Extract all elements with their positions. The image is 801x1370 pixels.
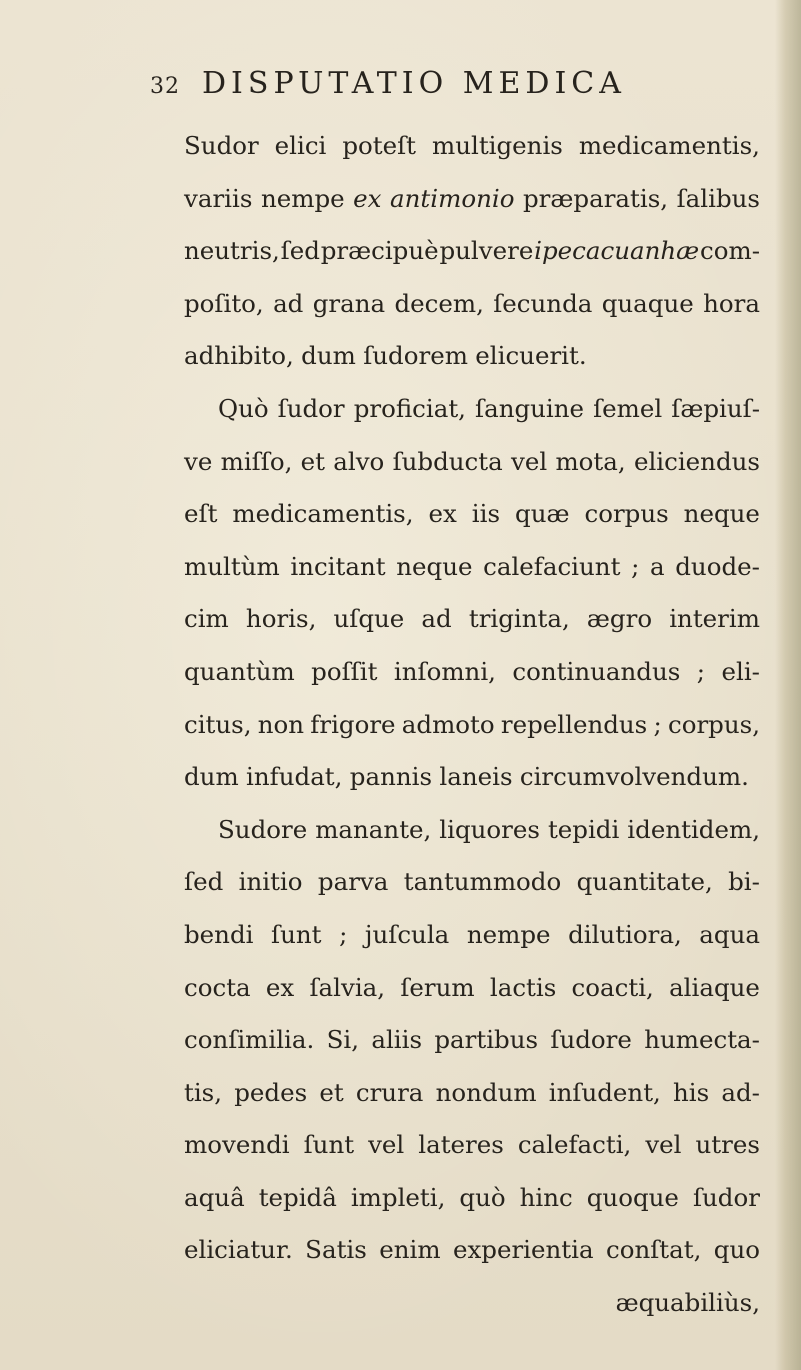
word: uſque <box>333 604 405 634</box>
word: calefaciunt <box>483 551 621 581</box>
word: neque <box>396 551 473 581</box>
word: inſudent, <box>548 1077 661 1107</box>
word: pannis <box>349 762 433 792</box>
text-line <box>184 173 760 226</box>
word: lateres <box>418 1130 504 1160</box>
word: Satis <box>305 1235 367 1265</box>
word: corpus <box>584 499 669 529</box>
body-text <box>184 120 760 1330</box>
word: variis <box>184 183 253 213</box>
word: nondum <box>435 1077 537 1107</box>
word: neutris, <box>184 236 280 266</box>
text-line <box>184 383 760 436</box>
word: enim <box>379 1235 441 1265</box>
word: ſunt <box>271 919 322 949</box>
word: ſudore <box>550 1025 632 1055</box>
word: tantummodo <box>403 867 562 897</box>
word: bi- <box>728 867 760 897</box>
page-number: 32 <box>150 74 180 99</box>
word: tepidi <box>547 814 620 844</box>
word: liquores <box>439 814 540 844</box>
word: infudat, <box>246 762 343 792</box>
word: manante, <box>315 814 432 844</box>
word: ægro <box>586 604 653 634</box>
word: quantitate, <box>576 867 713 897</box>
word: nempe <box>466 919 551 949</box>
text-line <box>184 225 760 278</box>
word: ex <box>428 499 457 529</box>
word: multigenis <box>431 131 563 160</box>
word: Sudor <box>184 131 259 160</box>
word: poſito, <box>184 288 264 318</box>
word: proficiat, <box>353 393 466 423</box>
text-line <box>184 751 760 804</box>
word: bendi <box>184 919 254 949</box>
word: ad- <box>721 1077 760 1107</box>
word: impleti, <box>350 1182 446 1212</box>
word: adhibito, <box>184 341 294 371</box>
word: dum <box>184 762 239 792</box>
text-line <box>184 593 760 646</box>
word: aliis <box>371 1025 423 1055</box>
word: elicuerit. <box>475 341 587 371</box>
word: eliciendus <box>633 446 760 476</box>
word: interim <box>669 604 760 634</box>
word: duode- <box>675 551 760 581</box>
word: ſed <box>280 236 320 266</box>
word: a <box>649 551 665 581</box>
word: experientia <box>452 1235 594 1265</box>
word: ſemel <box>593 393 663 423</box>
word: ſunt <box>303 1130 355 1160</box>
word: et <box>300 446 325 476</box>
word: identidem, <box>627 814 760 844</box>
word: admoto <box>401 709 495 739</box>
word: dum <box>301 341 356 371</box>
word: eliciatur. <box>184 1235 293 1265</box>
word: ſed <box>184 867 224 897</box>
word: ſecunda <box>493 288 593 318</box>
word: quo <box>713 1235 760 1265</box>
text-line <box>184 436 760 489</box>
word: pulvere <box>439 236 534 266</box>
word: non <box>257 709 305 739</box>
running-title: DISPUTATIO MEDICA <box>202 66 626 101</box>
text-line <box>184 856 760 909</box>
word: vel <box>368 1130 405 1160</box>
word: incitant <box>290 551 386 581</box>
page-edge-shadow <box>775 0 801 1370</box>
word: cocta <box>184 972 251 1002</box>
text-line <box>184 1014 760 1067</box>
word: ſubducta <box>392 446 503 476</box>
word: grana <box>312 288 386 318</box>
word: elici <box>274 131 327 160</box>
word: tepidâ <box>258 1182 337 1212</box>
word: hora <box>703 288 760 318</box>
word: tis, <box>184 1077 223 1107</box>
word: alvo <box>333 446 385 476</box>
word: eli- <box>721 656 760 686</box>
word: frigore <box>310 709 396 739</box>
word: utres <box>695 1130 760 1160</box>
word: laneis <box>439 762 513 792</box>
word: conſimilia. <box>184 1025 315 1055</box>
word: ſæpiuſ- <box>671 393 760 423</box>
word: ſalibus <box>676 183 760 213</box>
text-line <box>184 1119 760 1172</box>
word: decem, <box>394 288 484 318</box>
word: citus, <box>184 709 252 739</box>
word: ; <box>339 919 348 949</box>
word: initio <box>238 867 303 897</box>
word: movendi <box>184 1130 290 1160</box>
word: miſſo, <box>220 446 293 476</box>
word: continuandus <box>512 656 681 686</box>
word: poſſit <box>311 656 378 686</box>
word: com- <box>700 236 760 266</box>
word: juſcula <box>364 919 450 949</box>
text-line <box>184 1224 760 1277</box>
text-line <box>184 699 760 752</box>
word: poteſt <box>342 131 417 160</box>
word: quantùm <box>184 656 295 686</box>
word: præcipuè <box>320 236 439 266</box>
word: ; <box>631 551 640 581</box>
word: quaque <box>601 288 694 318</box>
word: Quò <box>218 393 269 423</box>
word: ve <box>184 446 213 476</box>
word: ; <box>653 709 662 739</box>
word: quò <box>459 1182 506 1212</box>
word: multùm <box>184 551 280 581</box>
text-line <box>184 488 760 541</box>
word: humecta- <box>644 1025 760 1055</box>
text-line <box>184 278 760 331</box>
word: ad <box>273 288 304 318</box>
word: aquâ <box>184 1182 245 1212</box>
word: circumvolvendum. <box>519 762 749 792</box>
word: triginta, <box>468 604 570 634</box>
word: ſerum <box>400 972 475 1002</box>
word: ipecacuanhæ <box>534 236 700 266</box>
word: coacti, <box>571 972 654 1002</box>
catchword: æquabiliùs, <box>615 1288 760 1318</box>
word: ex <box>265 972 295 1002</box>
catchword-line <box>184 1277 760 1330</box>
word: pedes <box>234 1077 308 1107</box>
word: calefacti, <box>517 1130 632 1160</box>
word: ſudorem <box>363 341 468 371</box>
word: inſomni, <box>393 656 496 686</box>
word: medicamentis, <box>578 131 760 160</box>
text-line <box>184 909 760 962</box>
word: medicamentis, <box>232 499 414 529</box>
word: eſt <box>184 499 218 529</box>
word: aqua <box>699 919 760 949</box>
word: crura <box>355 1077 424 1107</box>
word: ex <box>353 183 382 213</box>
word: quoque <box>586 1182 679 1212</box>
word: vel <box>645 1130 682 1160</box>
word: et <box>319 1077 344 1107</box>
word: conſtat, <box>605 1235 702 1265</box>
word: Sudore <box>218 814 308 844</box>
word: mota, <box>555 446 626 476</box>
text-line <box>184 1172 760 1225</box>
word: quæ <box>515 499 570 529</box>
word: lactis <box>489 972 557 1002</box>
word: nempe <box>260 183 345 213</box>
word: ſanguine <box>475 393 585 423</box>
word: iis <box>471 499 501 529</box>
text-line <box>184 1067 760 1120</box>
word: vel <box>511 446 548 476</box>
word: corpus, <box>667 709 760 739</box>
text-line <box>184 804 760 857</box>
word: præparatis, <box>522 183 669 213</box>
word: neque <box>683 499 760 529</box>
text-line <box>184 330 760 383</box>
word: parva <box>317 867 389 897</box>
word: horis, <box>245 604 317 634</box>
word: his <box>673 1077 710 1107</box>
text-line <box>184 646 760 699</box>
word: ; <box>696 656 706 686</box>
text-line <box>184 962 760 1015</box>
word: ad <box>421 604 452 634</box>
word: ſudor <box>277 393 345 423</box>
word: ſudor <box>692 1182 760 1212</box>
word: cim <box>184 604 229 634</box>
word: aliaque <box>669 972 760 1002</box>
word: antimonio <box>390 183 515 213</box>
word: repellendus <box>500 709 648 739</box>
word: ſalvia, <box>309 972 386 1002</box>
word: Si, <box>326 1025 360 1055</box>
page-header <box>150 66 626 110</box>
text-line <box>184 541 760 594</box>
text-line <box>184 120 760 173</box>
word: dilutiora, <box>568 919 682 949</box>
word: hinc <box>519 1182 573 1212</box>
word: partibus <box>434 1025 539 1055</box>
